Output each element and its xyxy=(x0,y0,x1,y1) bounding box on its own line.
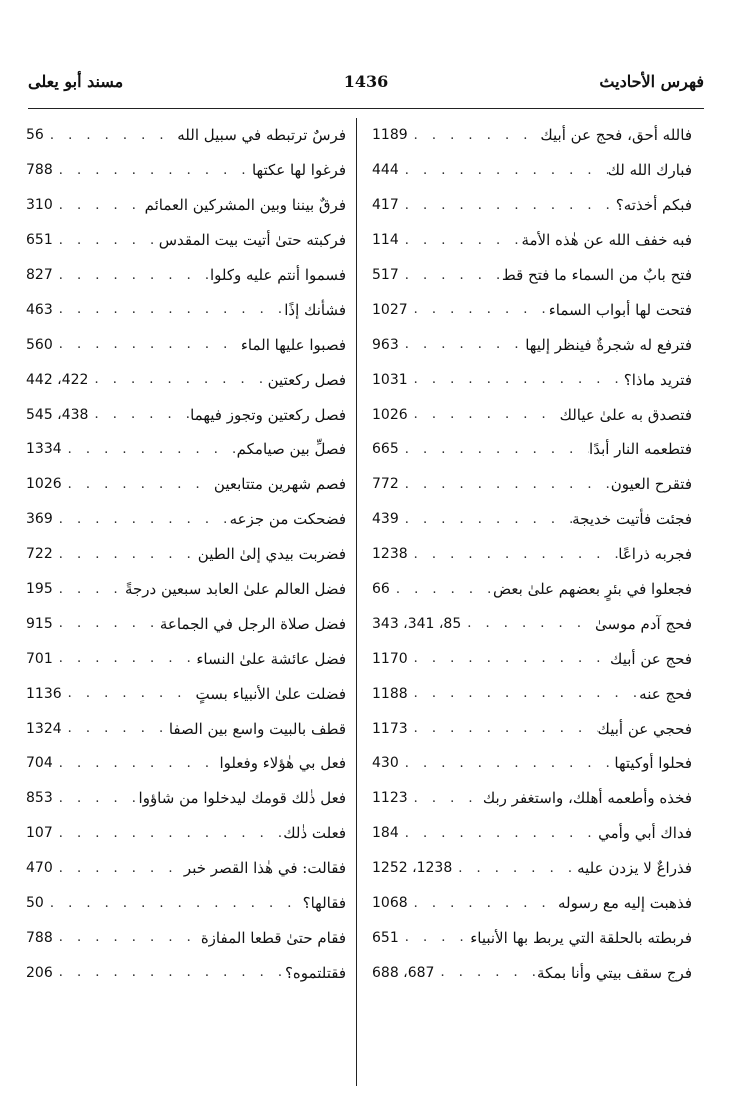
entry-reference-numbers: 85، 341، 343 xyxy=(372,615,462,632)
entry-reference-numbers: 369 xyxy=(26,511,53,528)
entry-reference-numbers: 1123 xyxy=(372,790,408,807)
leader-dots xyxy=(408,686,640,701)
index-entry xyxy=(372,955,692,990)
leader-dots xyxy=(88,407,190,422)
entry-reference-numbers: 963 xyxy=(372,336,399,353)
entry-text: فذراعٌ لا يزدن عليه xyxy=(577,859,692,878)
entry-text: فداك أبي وأمي xyxy=(598,824,692,843)
leader-dots xyxy=(399,826,598,841)
index-entry xyxy=(26,816,346,851)
index-entry xyxy=(26,781,346,816)
index-entry xyxy=(372,676,692,711)
index-entry xyxy=(372,920,692,955)
leader-dots xyxy=(408,302,549,317)
index-entry xyxy=(26,362,346,397)
index-entry xyxy=(26,153,346,188)
index-entry xyxy=(372,153,692,188)
page-number: 1436 xyxy=(343,72,389,91)
entry-reference-numbers: 184 xyxy=(372,825,399,842)
entry-text: فحلوا أوكيتها xyxy=(614,754,692,773)
leader-dots xyxy=(62,721,169,736)
leader-dots xyxy=(53,268,210,283)
index-entry xyxy=(26,397,346,432)
leader-dots xyxy=(53,616,160,631)
entry-text: فركبته حتىٰ أتيت بيت المقدس xyxy=(158,231,346,250)
entry-text: فتصدق به علىٰ عيالك xyxy=(559,405,692,424)
index-entry xyxy=(372,572,692,607)
column-divider xyxy=(356,118,357,1086)
index-entry xyxy=(372,188,692,223)
entry-reference-numbers: 56 xyxy=(26,127,44,144)
entry-reference-numbers: 722 xyxy=(26,546,53,563)
leader-dots xyxy=(408,721,598,736)
leader-dots xyxy=(53,791,139,806)
entry-text: فرسٌ ترتبطه في سبيل الله xyxy=(177,126,346,145)
entry-reference-numbers: 701 xyxy=(26,650,53,667)
leader-dots xyxy=(53,233,159,248)
entry-text: فبكم أخذته؟ xyxy=(615,196,692,215)
index-entry xyxy=(26,676,346,711)
entry-text: فتريد ماذا؟ xyxy=(623,370,692,389)
index-entry xyxy=(26,955,346,990)
entry-reference-numbers: 463 xyxy=(26,301,53,318)
leader-dots xyxy=(62,442,237,457)
entry-reference-numbers: 665 xyxy=(372,441,399,458)
index-entry xyxy=(372,223,692,258)
entry-text: فالله أحق، فحج عن أبيك xyxy=(540,126,692,145)
leader-dots xyxy=(408,372,624,387)
entry-reference-numbers: 422، 442 xyxy=(26,371,89,388)
entry-reference-numbers: 1238، 1252 xyxy=(372,860,453,877)
entry-text: فتح بابٌ من السماء ما فتح قط xyxy=(501,266,692,284)
entry-text: فضل العالم علىٰ العابد سبعين درجةً xyxy=(124,580,346,599)
entry-reference-numbers: 206 xyxy=(26,964,53,981)
left-column xyxy=(26,118,346,990)
index-entry xyxy=(372,851,692,886)
index-entry xyxy=(26,886,346,921)
leader-dots xyxy=(53,512,230,527)
leader-dots xyxy=(62,686,196,701)
entry-text: فرقٌ بيننا وبين المشركين العمائم xyxy=(144,196,346,215)
index-entry xyxy=(26,432,346,467)
leader-dots xyxy=(53,198,145,213)
entry-text: فقالت: في هٰذا القصر خبر xyxy=(183,859,346,878)
index-entry xyxy=(26,223,346,258)
leader-dots xyxy=(399,198,616,213)
entry-text: فصبوا عليها الماء xyxy=(240,335,346,354)
entry-reference-numbers: 704 xyxy=(26,755,53,772)
entry-text: فربطته بالحلقة التي يربط بها الأنبياء xyxy=(470,928,692,947)
index-entry xyxy=(26,467,346,502)
entry-reference-numbers: 1136 xyxy=(26,685,62,702)
entry-text: فجربه ذراعًا xyxy=(618,545,692,564)
index-entry xyxy=(372,118,692,153)
entry-text: فخذه وأطعمه أهلك، واستغفر ربك xyxy=(482,789,692,808)
index-entry xyxy=(372,641,692,676)
entry-reference-numbers: 788 xyxy=(26,162,53,179)
entry-reference-numbers: 1173 xyxy=(372,720,408,737)
index-entry xyxy=(372,711,692,746)
entry-text: فبه خفف الله عن هٰذه الأمة xyxy=(521,231,692,250)
index-entry xyxy=(372,327,692,362)
leader-dots xyxy=(408,407,560,422)
leader-dots xyxy=(53,826,284,841)
entry-reference-numbers: 50 xyxy=(26,895,44,912)
leader-dots xyxy=(399,442,589,457)
leader-dots xyxy=(399,756,615,771)
entry-text: فجئت فأتيت خديجة xyxy=(572,510,692,529)
leader-dots xyxy=(408,547,619,562)
leader-dots xyxy=(408,651,610,666)
entry-text: فضل عائشة علىٰ النساء xyxy=(196,649,346,668)
entry-reference-numbers: 687، 688 xyxy=(372,964,435,981)
index-entry xyxy=(372,467,692,502)
leader-dots xyxy=(399,268,502,283)
leader-dots xyxy=(53,965,285,980)
index-entry xyxy=(372,258,692,293)
entry-text: فجعلوا في بئرٍ بعضهم علىٰ بعض xyxy=(493,580,692,599)
index-entry xyxy=(26,118,346,153)
index-entry xyxy=(26,327,346,362)
entry-text: فضل صلاة الرجل في الجماعة xyxy=(159,614,346,633)
entry-reference-numbers: 444 xyxy=(372,162,399,179)
entry-reference-numbers: 470 xyxy=(26,860,53,877)
leader-dots xyxy=(399,233,522,248)
leader-dots xyxy=(408,128,541,143)
entry-text: فصل ركعتين وتجوز فيهما xyxy=(190,405,346,424)
entry-reference-numbers: 310 xyxy=(26,197,53,214)
leader-dots xyxy=(434,965,537,980)
page-header xyxy=(28,72,704,102)
entry-reference-numbers: 788 xyxy=(26,929,53,946)
entry-reference-numbers: 1188 xyxy=(372,685,408,702)
entry-text: فسموا أنتم عليه وكلوا xyxy=(209,266,346,284)
index-entry xyxy=(372,537,692,572)
leader-dots xyxy=(461,616,595,631)
index-entry xyxy=(26,292,346,327)
entry-text: فترفع له شجرةٌ فينظر إليها xyxy=(525,335,692,354)
entry-reference-numbers: 517 xyxy=(372,267,399,283)
index-entry xyxy=(372,397,692,432)
index-entry xyxy=(372,362,692,397)
leader-dots xyxy=(399,163,608,178)
entry-text: فحجي عن أبيك xyxy=(597,719,692,738)
entry-reference-numbers: 853 xyxy=(26,790,53,807)
entry-text: فقام حتىٰ قطعا المفازة xyxy=(200,928,346,947)
index-entry xyxy=(26,502,346,537)
leader-dots xyxy=(399,512,572,527)
leader-dots xyxy=(53,547,198,562)
leader-dots xyxy=(44,128,177,143)
entry-reference-numbers: 430 xyxy=(372,755,399,772)
leader-dots xyxy=(88,372,267,387)
index-entry xyxy=(372,781,692,816)
entry-text: فقتلتموه؟ xyxy=(284,963,346,982)
entry-text: فحج آدم موسىٰ xyxy=(594,614,692,633)
entry-text: فحج عن أبيك xyxy=(610,649,692,668)
index-entry xyxy=(26,188,346,223)
entry-text: فحج عنه xyxy=(639,684,692,703)
index-entry xyxy=(26,746,346,781)
book-title: مسند أبو يعلى xyxy=(28,72,124,91)
entry-text: فذهبت إليه مع رسوله xyxy=(557,894,692,913)
entry-text: فبارك الله لك xyxy=(607,161,692,180)
leader-dots xyxy=(399,337,526,352)
entry-text: فصلِّ بين صيامكم xyxy=(236,440,346,459)
leader-dots xyxy=(390,582,493,597)
entry-text: فتطعمه النار أبدًا xyxy=(589,440,692,459)
entry-text: فشأنك إذًا xyxy=(284,300,346,319)
entry-reference-numbers: 1031 xyxy=(372,371,408,388)
entry-text: فتقرح العيون xyxy=(610,475,692,494)
entry-reference-numbers: 651 xyxy=(372,929,399,946)
leader-dots xyxy=(53,302,285,317)
leader-dots xyxy=(53,163,252,178)
entry-reference-numbers: 66 xyxy=(372,581,390,598)
index-entry xyxy=(26,606,346,641)
leader-dots xyxy=(53,337,241,352)
leader-dots xyxy=(62,477,214,492)
section-title: فهرس الأحاديث xyxy=(599,72,704,91)
entry-text: فصل ركعتين xyxy=(267,370,346,389)
entry-text: فصم شهرين متتابعين xyxy=(213,475,346,494)
entry-reference-numbers: 560 xyxy=(26,336,53,353)
entry-reference-numbers: 1068 xyxy=(372,895,408,912)
entry-reference-numbers: 417 xyxy=(372,197,399,214)
leader-dots xyxy=(53,651,197,666)
index-entry xyxy=(372,746,692,781)
entry-text: فرج سقف بيتي وأنا بمكة xyxy=(537,963,692,982)
entry-reference-numbers: 1170 xyxy=(372,650,408,667)
entry-text: فضلت علىٰ الأنبياء بستٍ xyxy=(195,684,346,703)
leader-dots xyxy=(408,896,558,911)
entry-text: فعل بي هٰؤلاء وفعلوا xyxy=(219,754,346,773)
index-entry xyxy=(26,711,346,746)
entry-text: فضحكت من جزعه xyxy=(229,510,346,529)
entry-text: فعلت ذٰلك xyxy=(283,824,346,843)
entry-reference-numbers: 651 xyxy=(26,232,53,249)
entry-reference-numbers: 439 xyxy=(372,511,399,528)
entry-text: فضربت بيدي إلىٰ الطين xyxy=(197,545,346,564)
index-entry xyxy=(372,432,692,467)
index-entry xyxy=(26,920,346,955)
entry-text: فرغوا لها عكتها xyxy=(251,161,346,180)
entry-reference-numbers: 1238 xyxy=(372,546,408,563)
index-entry xyxy=(372,886,692,921)
entry-reference-numbers: 1334 xyxy=(26,441,62,458)
leader-dots xyxy=(408,791,483,806)
entry-reference-numbers: 114 xyxy=(372,232,399,249)
leader-dots xyxy=(452,861,577,876)
index-entry xyxy=(26,258,346,293)
entry-text: قطف بالبيت واسع بين الصفا xyxy=(168,719,346,738)
entry-reference-numbers: 1026 xyxy=(372,406,408,423)
leader-dots xyxy=(53,861,184,876)
entry-reference-numbers: 1324 xyxy=(26,720,62,737)
leader-dots xyxy=(399,477,611,492)
index-entry xyxy=(372,606,692,641)
entry-reference-numbers: 772 xyxy=(372,476,399,493)
entry-reference-numbers: 1027 xyxy=(372,301,408,318)
right-column xyxy=(372,118,692,990)
entry-reference-numbers: 1189 xyxy=(372,127,408,144)
entry-reference-numbers: 438، 545 xyxy=(26,406,89,423)
index-entry xyxy=(26,537,346,572)
entry-reference-numbers: 1026 xyxy=(26,476,62,493)
leader-dots xyxy=(53,582,125,597)
entry-text: فعل ذٰلك قومك ليدخلوا من شاؤوا xyxy=(138,789,346,808)
leader-dots xyxy=(44,896,303,911)
header-rule xyxy=(28,108,704,109)
index-entry xyxy=(26,641,346,676)
index-entry xyxy=(26,572,346,607)
index-entry xyxy=(26,851,346,886)
leader-dots xyxy=(53,930,201,945)
leader-dots xyxy=(399,930,470,945)
index-entry xyxy=(372,816,692,851)
leader-dots xyxy=(53,756,220,771)
entry-reference-numbers: 915 xyxy=(26,615,53,632)
entry-reference-numbers: 195 xyxy=(26,581,53,598)
entry-text: فتحت لها أبواب السماء xyxy=(548,300,692,319)
entry-reference-numbers: 107 xyxy=(26,825,53,842)
index-entry xyxy=(372,292,692,327)
entry-reference-numbers: 827 xyxy=(26,267,53,283)
entry-text: فقالها؟ xyxy=(302,894,346,913)
index-entry xyxy=(372,502,692,537)
